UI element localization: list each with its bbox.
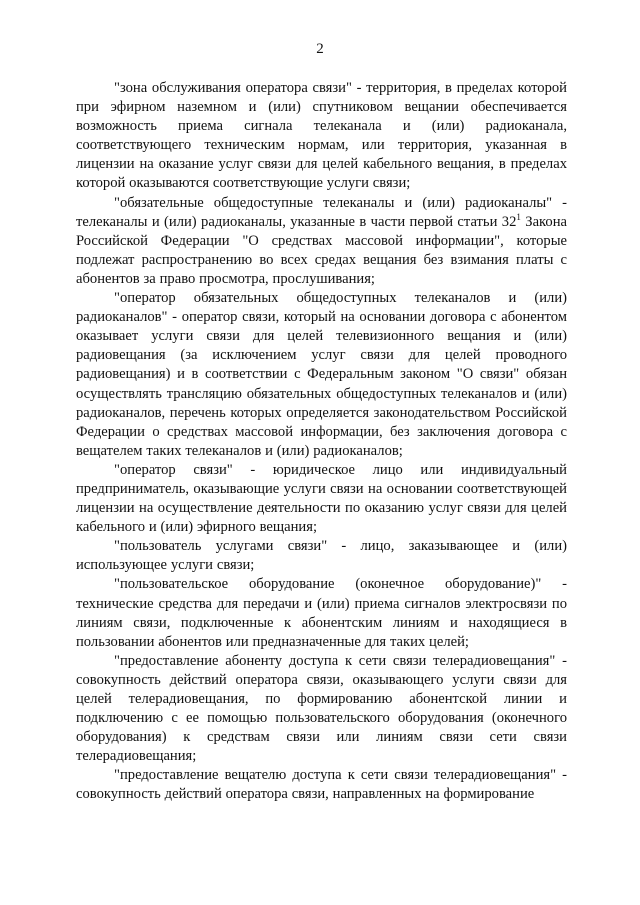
definition-paragraph-subscriber-access: "предоставление абоненту доступа к сети связи телерадиовещания" - совокупность действий оператора связи, оказывающего услуги связи для целей телерадиовещания, по формированию абонентской линии и подключению с ее помощью пользовательского оборудования (оконечного оборудования) к средствам связи или линиям связи сети связи телерадиовещания; xyxy=(76,652,567,765)
page-number: 2 xyxy=(316,41,324,57)
document-body xyxy=(76,79,567,805)
definition-paragraph-operator: "оператор связи" - юридическое лицо или индивидуальный предприниматель, оказывающие услуги связи на основании соответствующей лицензии на осуществление деятельности по оказанию услуг связи для целей кабельного и (или) эфирного вещания; xyxy=(76,461,567,536)
superscript-footnote: 1 xyxy=(516,211,521,222)
definition-paragraph-user-equipment: "пользовательское оборудование (оконечное оборудование)" - технические средства для передачи и (или) приема сигналов электросвязи по линиям связи, подключенные к абонентским линиям и находящиеся в пользовании абонентов или предназначенные для таких целей; xyxy=(76,576,567,650)
definition-paragraph-service-zone: "зона обслуживания оператора связи" - территория, в пределах которой при эфирном наземном и (или) спутниковом вещании обеспечивается возможность приема сигнала телеканала и (или) радиоканала, соответствующего техническим нормам, или территория, указанная в лицензии на оказание услуг связи для целей кабельного вещания, в пределах которой оказываются соответствующие услуги связи; xyxy=(76,80,567,192)
definition-paragraph-mandatory-operator: "оператор обязательных общедоступных телеканалов и (или) радиоканалов" - оператор связи, который на основании договора с абонентом оказывает услуги связи для целей телевизионного вещания и (или) радиовещания (за исключением услуг связи для целей проводного радиовещания) и в соответствии с Федеральным законом "О связи" обязан осуществлять трансляцию обязательных общедоступных телеканалов и (или) радиоканалов, перечень которых определяется законодательством Российской Федерации о средствах массовой информации, без заключения договора с вещателем таких телеканалов и (или) радиоканалов; xyxy=(76,290,567,459)
paragraph-text: Закона Российской Федерации "О средствах массовой информации", которые подлежат распространению во всех средах вещания без взимания платы с абонентов за право просмотра, прослушивания; xyxy=(76,213,567,287)
definition-paragraph-user: "пользователь услугами связи" - лицо, заказывающее и (или) использующее услуги связи; xyxy=(76,538,567,574)
definition-paragraph-mandatory-channels xyxy=(76,194,567,289)
paragraph-text: "обязательные общедоступные телеканалы и (или) радиоканалы" - телеканалы и (или) радиоканалы, указанные в части первой статьи 32 xyxy=(76,194,567,230)
definition-paragraph-broadcaster-access: "предоставление вещателю доступа к сети связи телерадиовещания" - совокупность действий оператора связи, направленных на формирование xyxy=(76,767,567,803)
